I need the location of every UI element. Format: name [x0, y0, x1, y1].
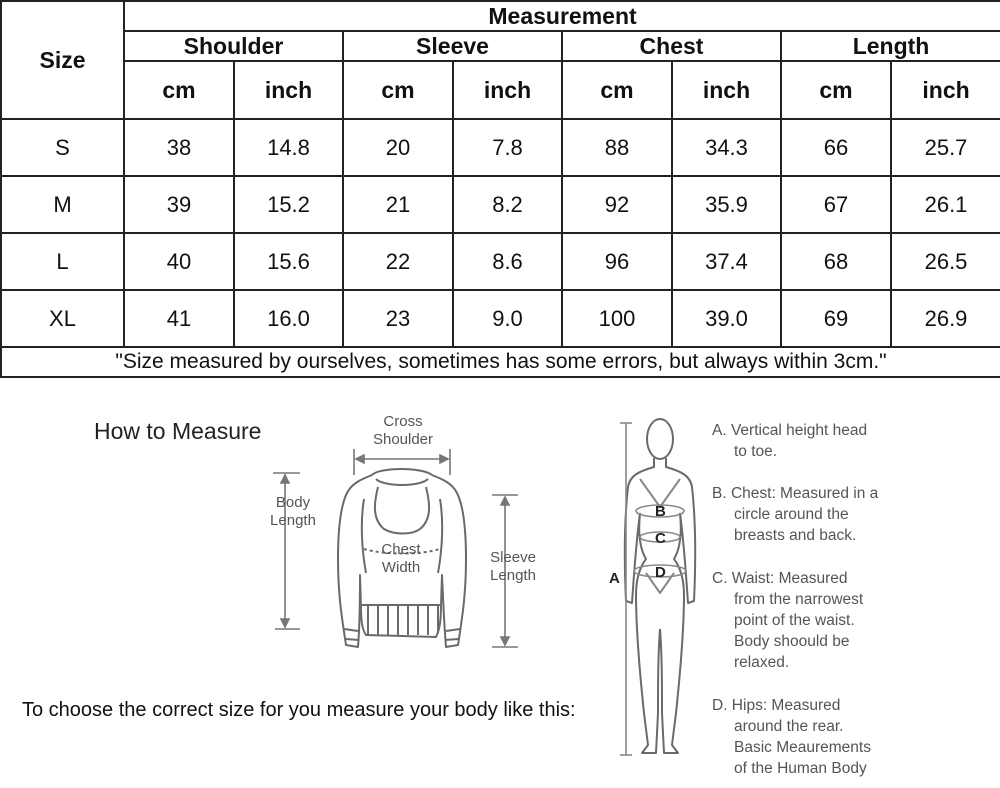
value-cell: 38: [124, 119, 234, 176]
chest-width-label: [370, 541, 432, 577]
value-cell: 100: [562, 290, 672, 347]
definition-line: of the Human Body: [734, 760, 867, 777]
table-row: [1, 290, 1000, 347]
value-cell: 26.5: [891, 233, 1000, 290]
sleeve-length-label: [480, 549, 546, 585]
value-cell: 96: [562, 233, 672, 290]
definition-line: relaxed.: [734, 654, 790, 671]
unit-header: inch: [234, 61, 343, 119]
size-cell: XL: [1, 290, 124, 347]
label-line: Width: [381, 559, 421, 576]
measurement-note: "Size measured by ourselves, sometimes has some errors, but always within 3cm.": [1, 347, 1000, 377]
label-line: Chest: [381, 541, 421, 558]
value-cell: 26.9: [891, 290, 1000, 347]
label-line: Body: [275, 494, 311, 511]
unit-header: inch: [672, 61, 781, 119]
marker-d: D: [655, 564, 666, 581]
definition-line: A. Vertical height head: [712, 422, 868, 439]
definition-c: [712, 568, 912, 673]
definition-line: point of the waist.: [734, 612, 855, 629]
value-cell: 41: [124, 290, 234, 347]
value-cell: 69: [781, 290, 891, 347]
measurement-header: Measurement: [124, 1, 1000, 31]
value-cell: 22: [343, 233, 453, 290]
definition-line: B. Chest: Measured in a: [712, 485, 879, 502]
size-chart-table: [0, 0, 1000, 378]
value-cell: 40: [124, 233, 234, 290]
unit-header: cm: [343, 61, 453, 119]
size-cell: S: [1, 119, 124, 176]
unit-header: cm: [781, 61, 891, 119]
value-cell: 9.0: [453, 290, 562, 347]
value-cell: 21: [343, 176, 453, 233]
value-cell: 67: [781, 176, 891, 233]
unit-header-row: [1, 61, 1000, 119]
definition-line: Basic Meaurements: [734, 739, 871, 756]
value-cell: 16.0: [234, 290, 343, 347]
group-chest: Chest: [562, 31, 781, 61]
table-row: [1, 176, 1000, 233]
value-cell: 8.2: [453, 176, 562, 233]
definition-line: Body shoould be: [734, 633, 850, 650]
value-cell: 7.8: [453, 119, 562, 176]
label-line: Cross: [383, 413, 423, 430]
value-cell: 39: [124, 176, 234, 233]
label-line: Sleeve: [490, 549, 536, 566]
table-row: [1, 119, 1000, 176]
label-line: Length: [270, 512, 316, 529]
body-length-label: [258, 494, 328, 530]
table-row: [1, 233, 1000, 290]
value-cell: 66: [781, 119, 891, 176]
value-cell: 26.1: [891, 176, 1000, 233]
value-cell: 34.3: [672, 119, 781, 176]
how-to-measure-title: How to Measure: [94, 418, 262, 444]
value-cell: 20: [343, 119, 453, 176]
value-cell: 14.8: [234, 119, 343, 176]
marker-c: C: [655, 530, 666, 547]
value-cell: 39.0: [672, 290, 781, 347]
instruction-text: To choose the correct size for you measure your body like this:: [22, 699, 576, 721]
value-cell: 88: [562, 119, 672, 176]
value-cell: 8.6: [453, 233, 562, 290]
marker-b: B: [655, 503, 666, 520]
value-cell: 15.6: [234, 233, 343, 290]
unit-header: inch: [453, 61, 562, 119]
label-line: Length: [490, 567, 536, 584]
definition-line: C. Waist: Measured: [712, 570, 848, 587]
definition-line: around the rear.: [734, 718, 844, 735]
definition-line: D. Hips: Measured: [712, 697, 841, 714]
unit-header: cm: [124, 61, 234, 119]
size-cell: L: [1, 233, 124, 290]
value-cell: 23: [343, 290, 453, 347]
definition-a: [712, 420, 912, 462]
definition-b: [712, 483, 912, 546]
unit-header: cm: [562, 61, 672, 119]
value-cell: 37.4: [672, 233, 781, 290]
definition-line: to toe.: [734, 443, 778, 460]
value-cell: 25.7: [891, 119, 1000, 176]
value-cell: 35.9: [672, 176, 781, 233]
marker-a: A: [609, 570, 620, 587]
value-cell: 68: [781, 233, 891, 290]
size-header: Size: [1, 1, 124, 119]
definition-line: circle around the: [734, 506, 849, 523]
cross-shoulder-label: [360, 413, 446, 449]
definition-line: breasts and back.: [734, 527, 857, 544]
definition-d: [712, 695, 912, 779]
value-cell: 92: [562, 176, 672, 233]
group-header-row: [1, 31, 1000, 61]
size-cell: M: [1, 176, 124, 233]
label-line: Shoulder: [372, 431, 434, 448]
how-to-measure-figure: [0, 383, 1000, 788]
unit-header: inch: [891, 61, 1000, 119]
value-cell: 15.2: [234, 176, 343, 233]
group-sleeve: Sleeve: [343, 31, 562, 61]
group-shoulder: Shoulder: [124, 31, 343, 61]
human-body-drawing: [625, 419, 696, 753]
definition-line: from the narrowest: [734, 591, 864, 608]
group-length: Length: [781, 31, 1000, 61]
